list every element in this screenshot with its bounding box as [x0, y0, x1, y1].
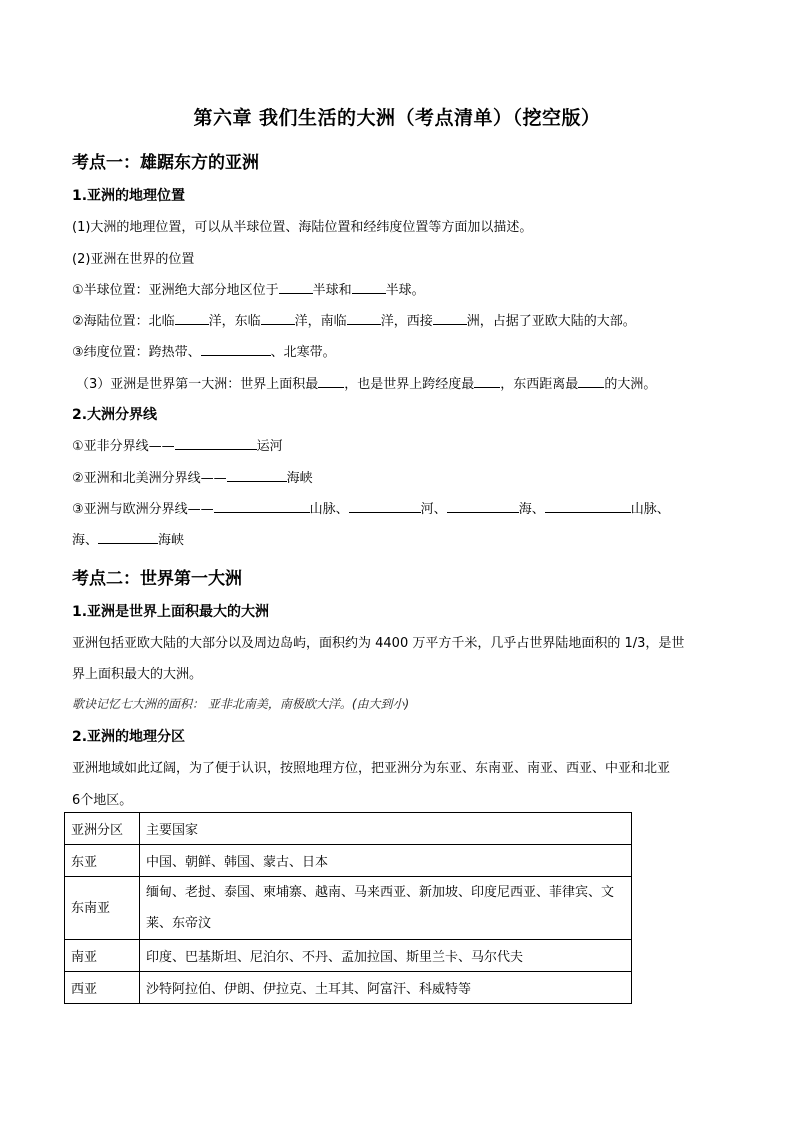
paragraph: 亚洲地域如此辽阔，为了便于认识，按照地理方位，把亚洲分为东亚、东南亚、南亚、西亚、中亚和北亚: [72, 761, 671, 776]
text-segment: ①亚非分界线——: [72, 439, 175, 454]
fill-blank[interactable]: [214, 499, 310, 513]
region-cell: 西亚: [65, 972, 140, 1004]
text-segment: 洋，东临: [208, 314, 261, 329]
text-segment: 、北寒带。: [270, 345, 336, 360]
fill-blank[interactable]: [347, 311, 381, 325]
fill-blank[interactable]: [447, 499, 519, 513]
section2-sub2-heading: 2.亚洲的地理分区: [72, 729, 186, 745]
text-segment: 海峡: [286, 471, 313, 486]
asia-europe-boundary-line-cont: [72, 529, 184, 548]
table-row: [65, 845, 632, 877]
text-segment: 山脉、: [309, 502, 349, 517]
sea-land-position-line: [72, 310, 636, 329]
paragraph: 界上面积最大的大洲。: [72, 667, 203, 682]
fill-blank[interactable]: [578, 374, 604, 388]
paragraph: 6个地区。: [72, 793, 133, 808]
table-header-cell: 主要国家: [140, 813, 632, 845]
fill-blank[interactable]: [352, 280, 386, 294]
fill-blank[interactable]: [545, 499, 631, 513]
fill-blank[interactable]: [98, 530, 158, 544]
countries-cell: 沙特阿拉伯、伊朗、伊拉克、土耳其、阿富汗、科威特等: [140, 972, 632, 1004]
countries-cell: 印度、巴基斯坦、尼泊尔、不丹、孟加拉国、斯里兰卡、马尔代夫: [140, 940, 632, 972]
table-row: [65, 940, 632, 972]
hemisphere-position-line: [72, 279, 425, 298]
countries-cell: 缅甸、老挝、泰国、柬埔寨、越南、马来西亚、新加坡、印度尼西亚、菲律宾、文莱、东帝汶: [140, 877, 632, 940]
section1-sub1-heading: 1.亚洲的地理位置: [72, 188, 186, 204]
text-segment: 洋，西接: [380, 314, 433, 329]
text-segment: ③纬度位置：跨热带、: [72, 345, 201, 360]
text-segment: 洲，占据了亚欧大陆的大部。: [466, 314, 636, 329]
mnemonic-note: 歌诀记忆七大洲的面积： 亚非北南美，南极欧大洋。(由大到小): [72, 697, 410, 711]
countries-cell: 中国、朝鲜、韩国、蒙古、日本: [140, 845, 632, 877]
text-segment: 海峡: [158, 533, 185, 548]
text-segment: 河、: [420, 502, 447, 517]
text-segment: ③亚洲与欧洲分界线——: [72, 502, 214, 517]
fill-blank[interactable]: [201, 342, 271, 356]
text-segment: ，也是世界上跨经度最: [344, 377, 475, 392]
fill-blank[interactable]: [175, 436, 257, 450]
text-segment: 半球和: [312, 283, 352, 298]
paragraph: (2)亚洲在世界的位置: [72, 252, 195, 267]
largest-continent-line: [76, 373, 656, 392]
table-header-row: [65, 813, 632, 845]
text-segment: ，东西距离最: [500, 377, 579, 392]
page-title: 第六章 我们生活的大洲（考点清单）（挖空版）: [193, 107, 601, 129]
latitude-position-line: [72, 341, 336, 360]
section2-heading: 考点二：世界第一大洲: [72, 569, 242, 589]
asia-regions-table: [64, 812, 632, 1004]
table-row: [65, 877, 632, 940]
paragraph: 亚洲包括亚欧大陆的大部分以及周边岛屿，面积约为 4400 万平方千米，几乎占世界陆地面积的 1/3，是世: [72, 636, 685, 651]
text-segment: 的大洲。: [604, 377, 657, 392]
text-segment: 运河: [256, 439, 283, 454]
region-cell: 南亚: [65, 940, 140, 972]
text-segment: ②亚洲和北美洲分界线——: [72, 471, 227, 486]
asia-europe-boundary-line: [72, 498, 670, 517]
text-segment: 海、: [72, 533, 99, 548]
fill-blank[interactable]: [227, 468, 287, 482]
asia-north-america-boundary-line: [72, 467, 313, 486]
fill-blank[interactable]: [318, 374, 344, 388]
text-segment: 洋，南临: [294, 314, 347, 329]
text-segment: （3）亚洲是世界第一大洲：世界上面积最: [76, 377, 319, 392]
fill-blank[interactable]: [474, 374, 500, 388]
section1-sub2-heading: 2.大洲分界线: [72, 407, 158, 423]
section1-heading: 考点一：雄踞东方的亚洲: [72, 153, 259, 173]
fill-blank[interactable]: [175, 311, 209, 325]
fill-blank[interactable]: [349, 499, 421, 513]
fill-blank[interactable]: [261, 311, 295, 325]
table-row: [65, 972, 632, 1004]
region-cell: 东亚: [65, 845, 140, 877]
asia-africa-boundary-line: [72, 435, 283, 454]
section2-sub1-heading: 1.亚洲是世界上面积最大的大洲: [72, 604, 270, 620]
fill-blank[interactable]: [433, 311, 467, 325]
text-segment: ②海陆位置：北临: [72, 314, 175, 329]
text-segment: ①半球位置：亚洲绝大部分地区位于: [72, 283, 279, 298]
text-segment: 半球。: [385, 283, 425, 298]
paragraph: (1)大洲的地理位置，可以从半球位置、海陆位置和经纬度位置等方面加以描述。: [72, 220, 533, 235]
text-segment: 海、: [518, 502, 545, 517]
text-segment: 山脉、: [630, 502, 670, 517]
table-header-cell: 亚洲分区: [65, 813, 140, 845]
fill-blank[interactable]: [279, 280, 313, 294]
region-cell: 东南亚: [65, 877, 140, 940]
